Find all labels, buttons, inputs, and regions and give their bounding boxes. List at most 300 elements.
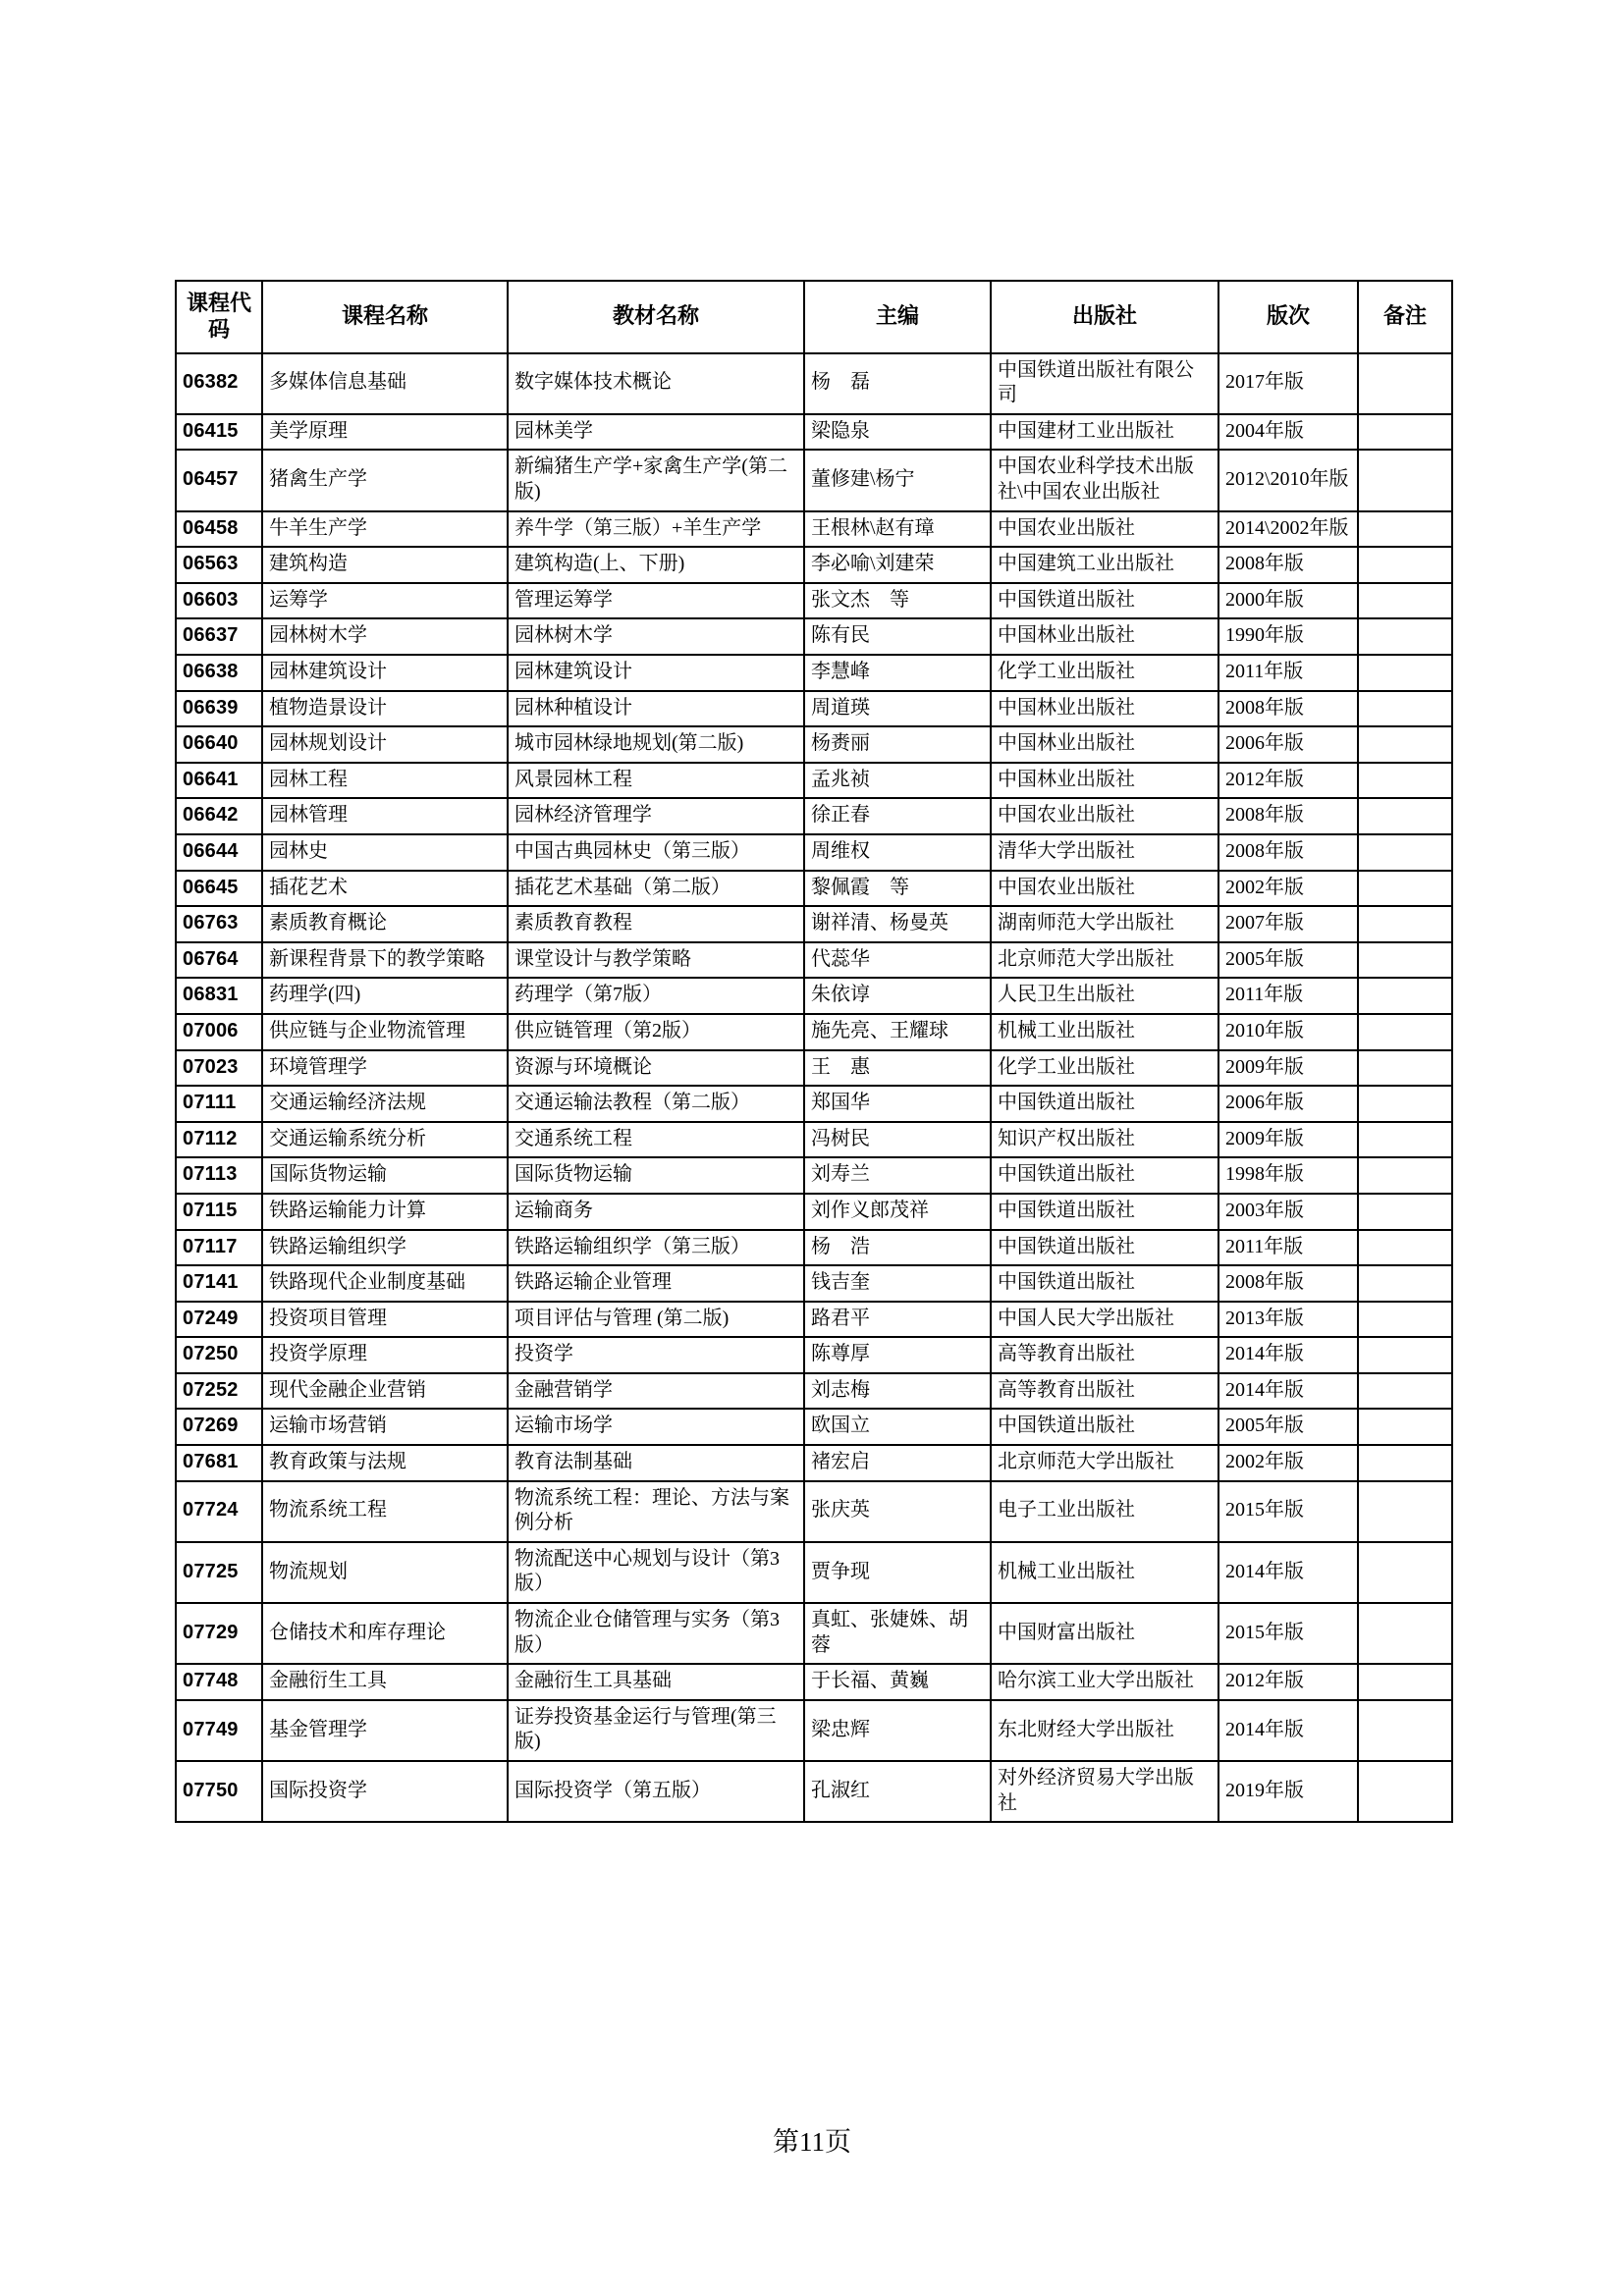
cell-publisher: 高等教育出版社 <box>991 1373 1218 1410</box>
cell-edition: 2019年版 <box>1218 1761 1358 1822</box>
cell-publisher: 中国农业出版社 <box>991 511 1218 548</box>
cell-course-code: 07681 <box>176 1445 262 1481</box>
cell-publisher: 中国农业科学技术出版社\中国农业出版社 <box>991 450 1218 510</box>
cell-chief-editor: 陈有民 <box>804 618 991 655</box>
cell-course-name: 园林管理 <box>262 798 508 834</box>
column-header-chief-editor: 主编 <box>804 281 991 353</box>
cell-remarks <box>1358 1445 1452 1481</box>
table-row <box>176 655 1452 691</box>
page-footer <box>0 2120 1624 2159</box>
table-row <box>176 1603 1452 1664</box>
cell-textbook-name: 国际货物运输 <box>508 1157 804 1194</box>
cell-publisher: 机械工业出版社 <box>991 1014 1218 1050</box>
table-row <box>176 414 1452 451</box>
cell-edition: 2004年版 <box>1218 414 1358 451</box>
cell-course-name: 现代金融企业营销 <box>262 1373 508 1410</box>
table-row <box>176 1014 1452 1050</box>
cell-course-code: 06644 <box>176 834 262 871</box>
cell-textbook-name: 城市园林绿地规划(第二版) <box>508 726 804 763</box>
cell-course-code: 07269 <box>176 1409 262 1445</box>
cell-remarks <box>1358 547 1452 583</box>
cell-edition: 2015年版 <box>1218 1481 1358 1542</box>
textbook-table-container <box>175 280 1451 1823</box>
cell-textbook-name: 管理运筹学 <box>508 583 804 619</box>
cell-course-code: 06640 <box>176 726 262 763</box>
cell-remarks <box>1358 353 1452 414</box>
cell-course-name: 交通运输经济法规 <box>262 1086 508 1122</box>
cell-course-code: 07748 <box>176 1664 262 1700</box>
cell-publisher: 清华大学出版社 <box>991 834 1218 871</box>
cell-course-name: 园林树木学 <box>262 618 508 655</box>
cell-remarks <box>1358 1086 1452 1122</box>
cell-textbook-name: 建筑构造(上、下册) <box>508 547 804 583</box>
cell-course-code: 07252 <box>176 1373 262 1410</box>
table-row <box>176 691 1452 727</box>
cell-course-name: 运输市场营销 <box>262 1409 508 1445</box>
cell-chief-editor: 刘作义郎茂祥 <box>804 1194 991 1230</box>
cell-course-name: 植物造景设计 <box>262 691 508 727</box>
cell-textbook-name: 铁路运输企业管理 <box>508 1265 804 1302</box>
cell-course-code: 07750 <box>176 1761 262 1822</box>
cell-course-name: 交通运输系统分析 <box>262 1122 508 1158</box>
cell-publisher: 中国建筑工业出版社 <box>991 547 1218 583</box>
cell-publisher: 中国铁道出版社 <box>991 1265 1218 1302</box>
cell-chief-editor: 朱依谆 <box>804 978 991 1014</box>
cell-remarks <box>1358 1603 1452 1664</box>
cell-chief-editor: 黎佩霞 等 <box>804 871 991 907</box>
table-row <box>176 1086 1452 1122</box>
cell-publisher: 中国林业出版社 <box>991 618 1218 655</box>
cell-publisher: 中国林业出版社 <box>991 763 1218 799</box>
cell-remarks <box>1358 1230 1452 1266</box>
cell-edition: 2010年版 <box>1218 1014 1358 1050</box>
cell-course-code: 07724 <box>176 1481 262 1542</box>
cell-textbook-name: 供应链管理（第2版） <box>508 1014 804 1050</box>
cell-textbook-name: 教育法制基础 <box>508 1445 804 1481</box>
cell-course-code: 07111 <box>176 1086 262 1122</box>
cell-course-name: 建筑构造 <box>262 547 508 583</box>
table-row <box>176 1373 1452 1410</box>
table-row <box>176 1337 1452 1373</box>
cell-publisher: 中国农业出版社 <box>991 871 1218 907</box>
cell-publisher: 中国铁道出版社 <box>991 1194 1218 1230</box>
cell-chief-editor: 施先亮、王耀球 <box>804 1014 991 1050</box>
cell-textbook-name: 项目评估与管理 (第二版) <box>508 1302 804 1338</box>
cell-textbook-name: 金融营销学 <box>508 1373 804 1410</box>
cell-chief-editor: 钱吉奎 <box>804 1265 991 1302</box>
cell-remarks <box>1358 1157 1452 1194</box>
table-row <box>176 834 1452 871</box>
cell-remarks <box>1358 1542 1452 1603</box>
cell-chief-editor: 李必喻\刘建荣 <box>804 547 991 583</box>
cell-course-name: 新课程背景下的教学策略 <box>262 942 508 979</box>
cell-publisher: 电子工业出版社 <box>991 1481 1218 1542</box>
cell-course-name: 美学原理 <box>262 414 508 451</box>
cell-course-code: 06763 <box>176 906 262 942</box>
column-header-course-code: 课程代码 <box>176 281 262 353</box>
cell-course-code: 06641 <box>176 763 262 799</box>
cell-chief-editor: 刘志梅 <box>804 1373 991 1410</box>
cell-publisher: 中国农业出版社 <box>991 798 1218 834</box>
cell-edition: 2003年版 <box>1218 1194 1358 1230</box>
cell-publisher: 北京师范大学出版社 <box>991 1445 1218 1481</box>
cell-course-name: 铁路现代企业制度基础 <box>262 1265 508 1302</box>
cell-publisher: 机械工业出版社 <box>991 1542 1218 1603</box>
cell-publisher: 中国铁道出版社有限公司 <box>991 353 1218 414</box>
cell-course-name: 投资学原理 <box>262 1337 508 1373</box>
cell-textbook-name: 物流企业仓储管理与实务（第3版） <box>508 1603 804 1664</box>
cell-chief-editor: 梁忠辉 <box>804 1700 991 1761</box>
table-row <box>176 906 1452 942</box>
cell-edition: 2008年版 <box>1218 691 1358 727</box>
cell-remarks <box>1358 1700 1452 1761</box>
table-header-row <box>176 281 1452 353</box>
cell-remarks <box>1358 726 1452 763</box>
cell-remarks <box>1358 583 1452 619</box>
cell-publisher: 高等教育出版社 <box>991 1337 1218 1373</box>
cell-course-name: 素质教育概论 <box>262 906 508 942</box>
cell-textbook-name: 物流系统工程：理论、方法与案例分析 <box>508 1481 804 1542</box>
cell-edition: 2014年版 <box>1218 1700 1358 1761</box>
cell-chief-editor: 真虹、张婕姝、胡蓉 <box>804 1603 991 1664</box>
cell-course-code: 07249 <box>176 1302 262 1338</box>
cell-textbook-name: 课堂设计与教学策略 <box>508 942 804 979</box>
table-row <box>176 1302 1452 1338</box>
cell-chief-editor: 路君平 <box>804 1302 991 1338</box>
cell-edition: 1990年版 <box>1218 618 1358 655</box>
textbook-table <box>175 280 1453 1823</box>
cell-publisher: 中国财富出版社 <box>991 1603 1218 1664</box>
cell-edition: 2011年版 <box>1218 978 1358 1014</box>
cell-remarks <box>1358 450 1452 510</box>
table-row <box>176 583 1452 619</box>
cell-edition: 2008年版 <box>1218 1265 1358 1302</box>
cell-publisher: 化学工业出版社 <box>991 1050 1218 1087</box>
cell-remarks <box>1358 1050 1452 1087</box>
cell-remarks <box>1358 834 1452 871</box>
cell-edition: 2002年版 <box>1218 871 1358 907</box>
cell-chief-editor: 徐正春 <box>804 798 991 834</box>
cell-textbook-name: 交通系统工程 <box>508 1122 804 1158</box>
cell-chief-editor: 褚宏启 <box>804 1445 991 1481</box>
cell-course-name: 园林史 <box>262 834 508 871</box>
cell-publisher: 中国铁道出版社 <box>991 583 1218 619</box>
cell-edition: 2005年版 <box>1218 1409 1358 1445</box>
cell-edition: 2012年版 <box>1218 1664 1358 1700</box>
cell-edition: 2008年版 <box>1218 547 1358 583</box>
table-row <box>176 1194 1452 1230</box>
cell-course-name: 铁路运输能力计算 <box>262 1194 508 1230</box>
table-row <box>176 547 1452 583</box>
table-row <box>176 763 1452 799</box>
table-row <box>176 511 1452 548</box>
cell-edition: 2012年版 <box>1218 763 1358 799</box>
cell-remarks <box>1358 1761 1452 1822</box>
cell-textbook-name: 园林树木学 <box>508 618 804 655</box>
cell-chief-editor: 周维权 <box>804 834 991 871</box>
cell-course-name: 园林工程 <box>262 763 508 799</box>
cell-remarks <box>1358 414 1452 451</box>
cell-course-name: 供应链与企业物流管理 <box>262 1014 508 1050</box>
cell-edition: 2009年版 <box>1218 1050 1358 1087</box>
column-header-edition: 版次 <box>1218 281 1358 353</box>
cell-chief-editor: 李慧峰 <box>804 655 991 691</box>
cell-course-name: 教育政策与法规 <box>262 1445 508 1481</box>
column-header-textbook-name: 教材名称 <box>508 281 804 353</box>
cell-course-name: 仓储技术和库存理论 <box>262 1603 508 1664</box>
column-header-publisher: 出版社 <box>991 281 1218 353</box>
table-row <box>176 353 1452 414</box>
cell-course-name: 物流规划 <box>262 1542 508 1603</box>
column-header-remarks: 备注 <box>1358 281 1452 353</box>
cell-course-code: 07250 <box>176 1337 262 1373</box>
cell-course-name: 国际货物运输 <box>262 1157 508 1194</box>
table-row <box>176 942 1452 979</box>
cell-textbook-name: 插花艺术基础（第二版） <box>508 871 804 907</box>
cell-course-code: 06458 <box>176 511 262 548</box>
cell-textbook-name: 投资学 <box>508 1337 804 1373</box>
cell-textbook-name: 证券投资基金运行与管理(第三版) <box>508 1700 804 1761</box>
column-header-course-name: 课程名称 <box>262 281 508 353</box>
cell-publisher: 知识产权出版社 <box>991 1122 1218 1158</box>
cell-chief-editor: 张庆英 <box>804 1481 991 1542</box>
cell-course-code: 06831 <box>176 978 262 1014</box>
cell-edition: 2014年版 <box>1218 1373 1358 1410</box>
cell-textbook-name: 风景园林工程 <box>508 763 804 799</box>
cell-remarks <box>1358 691 1452 727</box>
cell-remarks <box>1358 655 1452 691</box>
cell-edition: 2015年版 <box>1218 1603 1358 1664</box>
cell-course-code: 06563 <box>176 547 262 583</box>
cell-edition: 2000年版 <box>1218 583 1358 619</box>
table-row <box>176 978 1452 1014</box>
cell-edition: 2014年版 <box>1218 1542 1358 1603</box>
cell-course-code: 07023 <box>176 1050 262 1087</box>
cell-edition: 2009年版 <box>1218 1122 1358 1158</box>
cell-course-code: 06382 <box>176 353 262 414</box>
cell-textbook-name: 交通运输法教程（第二版） <box>508 1086 804 1122</box>
cell-chief-editor: 郑国华 <box>804 1086 991 1122</box>
cell-remarks <box>1358 1337 1452 1373</box>
cell-publisher: 哈尔滨工业大学出版社 <box>991 1664 1218 1700</box>
cell-chief-editor: 孔淑红 <box>804 1761 991 1822</box>
cell-edition: 2007年版 <box>1218 906 1358 942</box>
cell-textbook-name: 园林建筑设计 <box>508 655 804 691</box>
cell-remarks <box>1358 1122 1452 1158</box>
cell-textbook-name: 园林经济管理学 <box>508 798 804 834</box>
cell-edition: 2008年版 <box>1218 834 1358 871</box>
cell-edition: 2014年版 <box>1218 1337 1358 1373</box>
cell-publisher: 中国林业出版社 <box>991 691 1218 727</box>
cell-course-name: 铁路运输组织学 <box>262 1230 508 1266</box>
cell-remarks <box>1358 1265 1452 1302</box>
cell-course-name: 基金管理学 <box>262 1700 508 1761</box>
cell-publisher: 人民卫生出版社 <box>991 978 1218 1014</box>
cell-course-name: 插花艺术 <box>262 871 508 907</box>
cell-remarks <box>1358 978 1452 1014</box>
cell-course-code: 07749 <box>176 1700 262 1761</box>
table-row <box>176 1122 1452 1158</box>
cell-textbook-name: 数字媒体技术概论 <box>508 353 804 414</box>
cell-publisher: 中国铁道出版社 <box>991 1409 1218 1445</box>
table-row <box>176 1761 1452 1822</box>
cell-edition: 2013年版 <box>1218 1302 1358 1338</box>
cell-remarks <box>1358 1194 1452 1230</box>
cell-remarks <box>1358 1664 1452 1700</box>
cell-course-name: 药理学(四) <box>262 978 508 1014</box>
cell-course-code: 06415 <box>176 414 262 451</box>
cell-course-code: 06639 <box>176 691 262 727</box>
cell-remarks <box>1358 1481 1452 1542</box>
cell-remarks <box>1358 763 1452 799</box>
cell-publisher: 北京师范大学出版社 <box>991 942 1218 979</box>
cell-course-code: 06457 <box>176 450 262 510</box>
cell-textbook-name: 运输市场学 <box>508 1409 804 1445</box>
cell-chief-editor: 于长福、黄巍 <box>804 1664 991 1700</box>
cell-chief-editor: 陈尊厚 <box>804 1337 991 1373</box>
cell-publisher: 中国建材工业出版社 <box>991 414 1218 451</box>
cell-edition: 2011年版 <box>1218 1230 1358 1266</box>
cell-course-code: 07117 <box>176 1230 262 1266</box>
cell-publisher: 中国林业出版社 <box>991 726 1218 763</box>
cell-course-name: 猪禽生产学 <box>262 450 508 510</box>
table-row <box>176 798 1452 834</box>
table-row <box>176 871 1452 907</box>
cell-chief-editor: 杨赉丽 <box>804 726 991 763</box>
cell-chief-editor: 杨 磊 <box>804 353 991 414</box>
cell-course-code: 07112 <box>176 1122 262 1158</box>
cell-publisher: 中国铁道出版社 <box>991 1157 1218 1194</box>
cell-remarks <box>1358 1302 1452 1338</box>
cell-remarks <box>1358 942 1452 979</box>
cell-course-code: 07141 <box>176 1265 262 1302</box>
table-row <box>176 726 1452 763</box>
cell-course-code: 06637 <box>176 618 262 655</box>
cell-course-name: 金融衍生工具 <box>262 1664 508 1700</box>
cell-course-name: 投资项目管理 <box>262 1302 508 1338</box>
cell-remarks <box>1358 1409 1452 1445</box>
cell-course-code: 07115 <box>176 1194 262 1230</box>
cell-chief-editor: 孟兆祯 <box>804 763 991 799</box>
cell-remarks <box>1358 1014 1452 1050</box>
cell-textbook-name: 新编猪生产学+家禽生产学(第二版) <box>508 450 804 510</box>
cell-publisher: 湖南师范大学出版社 <box>991 906 1218 942</box>
cell-chief-editor: 王 惠 <box>804 1050 991 1087</box>
cell-chief-editor: 周道瑛 <box>804 691 991 727</box>
cell-chief-editor: 欧国立 <box>804 1409 991 1445</box>
cell-course-code: 06638 <box>176 655 262 691</box>
cell-course-code: 07006 <box>176 1014 262 1050</box>
cell-course-name: 运筹学 <box>262 583 508 619</box>
table-row <box>176 1050 1452 1087</box>
cell-textbook-name: 金融衍生工具基础 <box>508 1664 804 1700</box>
cell-remarks <box>1358 871 1452 907</box>
cell-remarks <box>1358 798 1452 834</box>
table-row <box>176 618 1452 655</box>
cell-publisher: 东北财经大学出版社 <box>991 1700 1218 1761</box>
cell-textbook-name: 素质教育教程 <box>508 906 804 942</box>
cell-chief-editor: 王根林\赵有璋 <box>804 511 991 548</box>
table-row <box>176 1542 1452 1603</box>
cell-course-name: 园林建筑设计 <box>262 655 508 691</box>
cell-remarks <box>1358 618 1452 655</box>
cell-publisher: 中国人民大学出版社 <box>991 1302 1218 1338</box>
cell-edition: 2006年版 <box>1218 1086 1358 1122</box>
cell-chief-editor: 谢祥清、杨曼英 <box>804 906 991 942</box>
table-row <box>176 1409 1452 1445</box>
cell-chief-editor: 贾争现 <box>804 1542 991 1603</box>
cell-textbook-name: 运输商务 <box>508 1194 804 1230</box>
table-row <box>176 1265 1452 1302</box>
cell-remarks <box>1358 1373 1452 1410</box>
cell-chief-editor: 梁隐泉 <box>804 414 991 451</box>
cell-course-name: 牛羊生产学 <box>262 511 508 548</box>
cell-edition: 2002年版 <box>1218 1445 1358 1481</box>
table-row <box>176 1481 1452 1542</box>
cell-course-name: 物流系统工程 <box>262 1481 508 1542</box>
cell-edition: 2017年版 <box>1218 353 1358 414</box>
cell-chief-editor: 董修建\杨宁 <box>804 450 991 510</box>
cell-remarks <box>1358 906 1452 942</box>
cell-chief-editor: 张文杰 等 <box>804 583 991 619</box>
table-row <box>176 450 1452 510</box>
cell-course-name: 园林规划设计 <box>262 726 508 763</box>
cell-course-code: 06642 <box>176 798 262 834</box>
cell-chief-editor: 冯树民 <box>804 1122 991 1158</box>
cell-edition: 2006年版 <box>1218 726 1358 763</box>
cell-textbook-name: 国际投资学（第五版） <box>508 1761 804 1822</box>
cell-textbook-name: 养牛学（第三版）+羊生产学 <box>508 511 804 548</box>
cell-edition: 1998年版 <box>1218 1157 1358 1194</box>
cell-edition: 2011年版 <box>1218 655 1358 691</box>
cell-textbook-name: 物流配送中心规划与设计（第3版） <box>508 1542 804 1603</box>
cell-publisher: 对外经济贸易大学出版社 <box>991 1761 1218 1822</box>
cell-course-code: 07729 <box>176 1603 262 1664</box>
cell-textbook-name: 园林种植设计 <box>508 691 804 727</box>
cell-edition: 2014\2002年版 <box>1218 511 1358 548</box>
cell-course-name: 国际投资学 <box>262 1761 508 1822</box>
cell-textbook-name: 资源与环境概论 <box>508 1050 804 1087</box>
table-row <box>176 1230 1452 1266</box>
cell-chief-editor: 刘寿兰 <box>804 1157 991 1194</box>
cell-edition: 2008年版 <box>1218 798 1358 834</box>
cell-chief-editor: 杨 浩 <box>804 1230 991 1266</box>
cell-remarks <box>1358 511 1452 548</box>
table-row <box>176 1700 1452 1761</box>
cell-course-name: 环境管理学 <box>262 1050 508 1087</box>
table-body <box>176 353 1452 1823</box>
cell-textbook-name: 园林美学 <box>508 414 804 451</box>
cell-course-name: 多媒体信息基础 <box>262 353 508 414</box>
cell-course-code: 07113 <box>176 1157 262 1194</box>
cell-textbook-name: 中国古典园林史（第三版） <box>508 834 804 871</box>
cell-textbook-name: 铁路运输组织学（第三版） <box>508 1230 804 1266</box>
cell-course-code: 07725 <box>176 1542 262 1603</box>
page-number-label: 第11页 <box>773 2127 851 2157</box>
table-row <box>176 1157 1452 1194</box>
cell-course-code: 06764 <box>176 942 262 979</box>
cell-edition: 2012\2010年版 <box>1218 450 1358 510</box>
table-row <box>176 1664 1452 1700</box>
cell-edition: 2005年版 <box>1218 942 1358 979</box>
cell-course-code: 06645 <box>176 871 262 907</box>
cell-publisher: 中国铁道出版社 <box>991 1230 1218 1266</box>
cell-textbook-name: 药理学（第7版） <box>508 978 804 1014</box>
cell-chief-editor: 代蕊华 <box>804 942 991 979</box>
cell-publisher: 化学工业出版社 <box>991 655 1218 691</box>
table-row <box>176 1445 1452 1481</box>
cell-publisher: 中国铁道出版社 <box>991 1086 1218 1122</box>
